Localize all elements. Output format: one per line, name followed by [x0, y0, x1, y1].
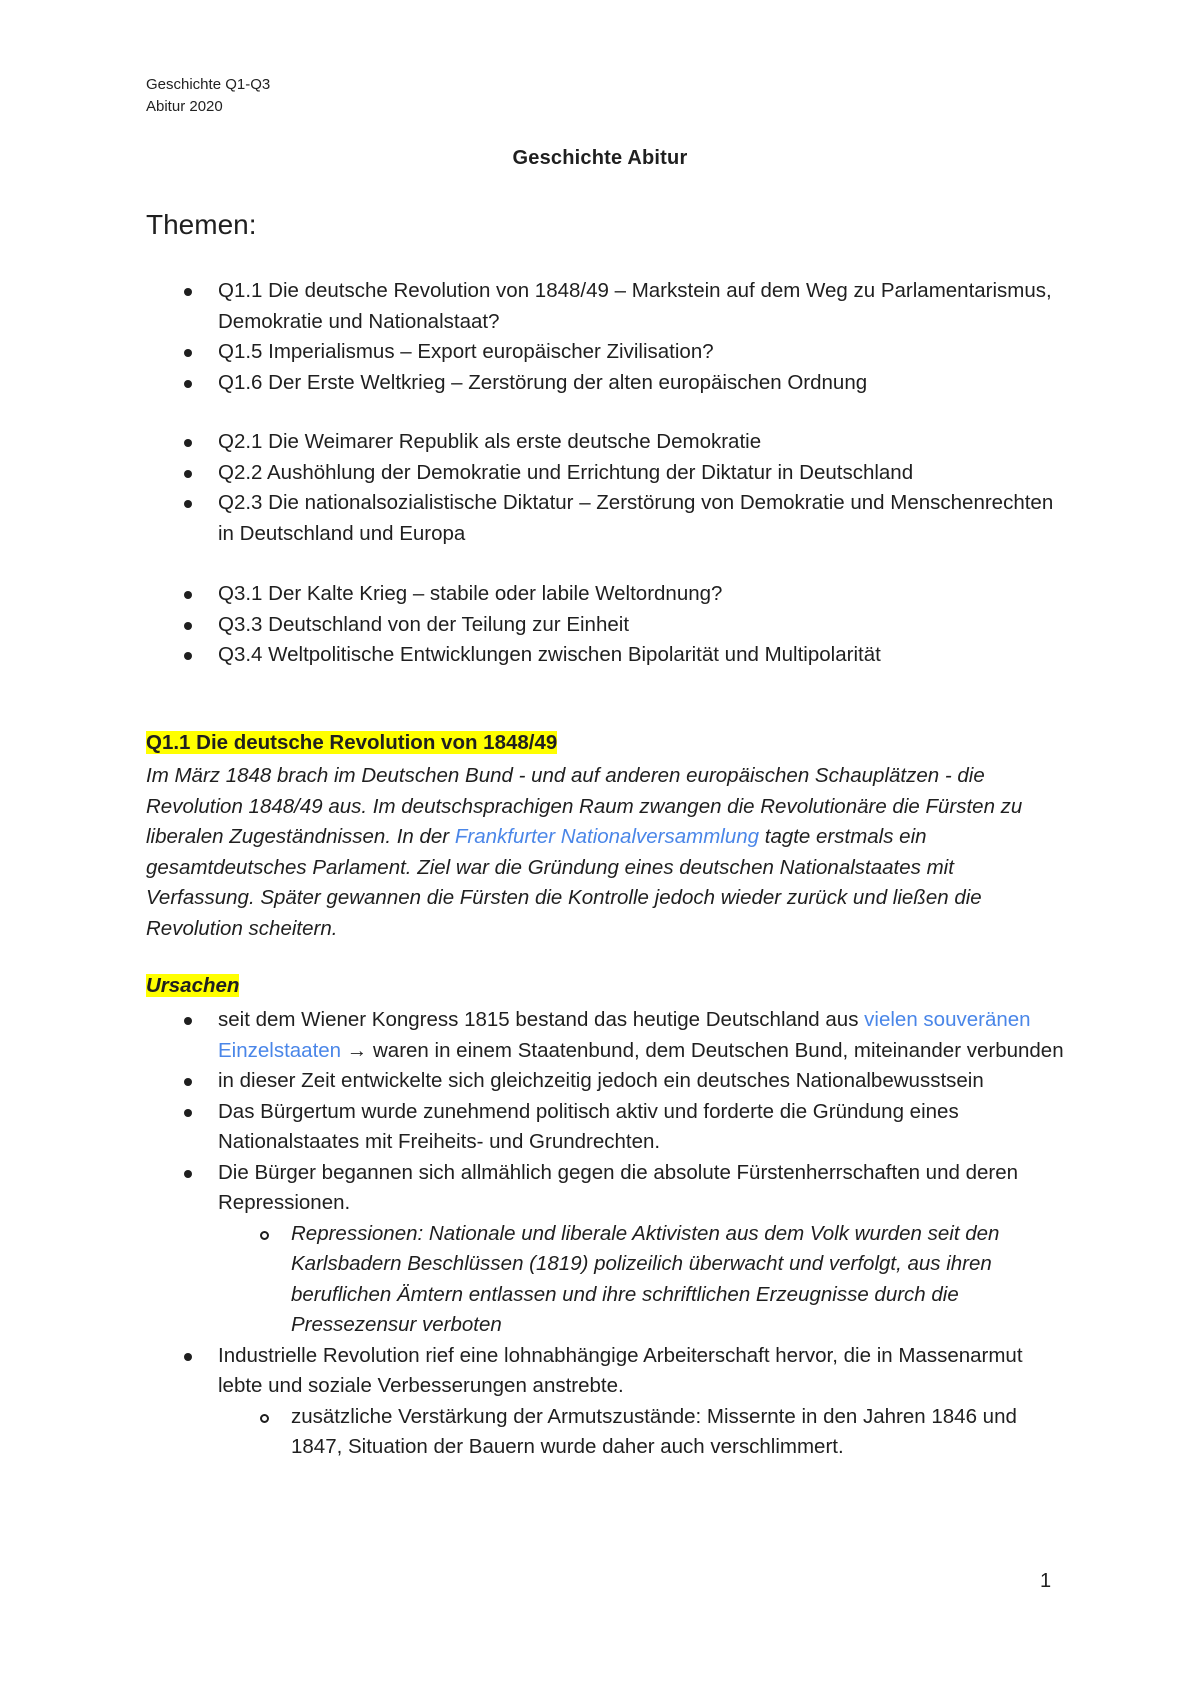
ursachen-subitem: Repressionen: Nationale und liberale Aktivisten aus dem Volk wurden seit den Karlsbadern Beschlüssen (1819) polizeilich überwacht und verfolgt, aus ihren beruflichen Ämtern entlassen und ihre schriftlichen Erzeugnisse durch die Pressezensur verboten — [291, 1219, 1068, 1341]
ursachen-item-text: Industrielle Revolution rief eine lohnabhängige Arbeiterschaft hervor, die in Massenarmut lebte und soziale Verbesserungen anstrebte. — [218, 1343, 1023, 1397]
ursachen-item: Das Bürgertum wurde zunehmend politisch aktiv und forderte die Gründung eines Nationalstaates mit Freiheits- und Grundrechten. — [218, 1097, 1068, 1158]
page-header — [146, 74, 270, 118]
ursachen-heading-text: Ursachen — [146, 974, 240, 997]
ursachen-item-text: Die Bürger begannen sich allmählich gegen die absolute Fürstenherrschaften und deren Repressionen. — [218, 1160, 1019, 1214]
themen-item: Q2.2 Aushöhlung der Demokratie und Errichtung der Diktatur in Deutschland — [218, 458, 1068, 489]
themen-list-q3 — [218, 579, 1068, 671]
ursachen-item — [218, 1158, 1068, 1341]
header-year: Abitur 2020 — [146, 98, 223, 115]
intro-text: Im März 1848 brach im Deutschen Bund - und auf anderen europäischen Schauplätzen - die Revolution 1848/49 aus. Im deutschsprachigen Raum zwangen die Revolutionäre die Fürsten zu liberalen Zugeständnissen. In der — [146, 764, 1023, 848]
ursachen-item: in dieser Zeit entwickelte sich gleichzeitig jedoch ein deutsches Nationalbewusstsein — [218, 1066, 1068, 1097]
themen-item: Q3.3 Deutschland von der Teilung zur Einheit — [218, 610, 1068, 641]
ursachen-sublist — [291, 1402, 1068, 1463]
themen-item: Q2.1 Die Weimarer Republik als erste deutsche Demokratie — [218, 427, 1068, 458]
themen-item: Q1.5 Imperialismus – Export europäischer Zivilisation? — [218, 337, 1068, 368]
themen-heading: Themen: — [146, 209, 257, 240]
einzelstaaten-link[interactable]: vielen souveränen Einzelstaaten — [218, 1008, 1031, 1062]
themen-item: Q3.4 Weltpolitische Entwicklungen zwischen Bipolarität und Multipolarität — [218, 640, 1068, 671]
page-number: 1 — [1040, 1570, 1052, 1592]
ursachen-item — [218, 1341, 1068, 1463]
intro-text: tagte erstmals ein gesamtdeutsches Parlament. Ziel war die Gründung eines deutschen Nationalstaates mit Verfassung. Später gewannen die Fürsten die Kontrolle jedoch wieder zurück und ließen die Revolution scheitern. — [146, 825, 982, 940]
section-heading-text: Q1.1 Die deutsche Revolution von 1848/49 — [146, 731, 558, 754]
themen-item: Q3.1 Der Kalte Krieg – stabile oder labile Weltordnung? — [218, 579, 1068, 610]
themen-item: Q2.3 Die nationalsozialistische Diktatur – Zerstörung von Demokratie und Menschenrechten in Deutschland und Europa — [218, 488, 1068, 549]
themen-list-q1 — [218, 276, 1068, 398]
section-heading — [146, 731, 557, 755]
themen-item: Q1.1 Die deutsche Revolution von 1848/49 – Markstein auf dem Weg zu Parlamentarismus, Demokratie und Nationalstaat? — [218, 276, 1068, 337]
ursachen-item — [218, 1005, 1068, 1066]
ursachen-item-text: → waren in einem Staatenbund, dem Deutschen Bund, miteinander verbunden — [341, 1038, 1064, 1062]
ursachen-sublist — [291, 1219, 1068, 1341]
ursachen-item-text: seit dem Wiener Kongress 1815 bestand das heutige Deutschland aus — [218, 1008, 865, 1031]
header-course: Geschichte Q1-Q3 — [146, 76, 271, 93]
ursachen-heading — [146, 974, 239, 998]
frankfurter-nationalversammlung-link[interactable]: Frankfurter Nationalversammlung — [454, 825, 760, 848]
document-title: Geschichte Abitur — [512, 147, 688, 169]
ursachen-subitem: zusätzliche Verstärkung der Armutszustände: Missernte in den Jahren 1846 und 1847, Situation der Bauern wurde daher auch verschlimmert. — [291, 1402, 1068, 1463]
section-intro — [146, 761, 1066, 944]
ursachen-list — [218, 1005, 1068, 1463]
themen-item: Q1.6 Der Erste Weltkrieg – Zerstörung der alten europäischen Ordnung — [218, 368, 1068, 399]
themen-list-q2 — [218, 427, 1068, 549]
